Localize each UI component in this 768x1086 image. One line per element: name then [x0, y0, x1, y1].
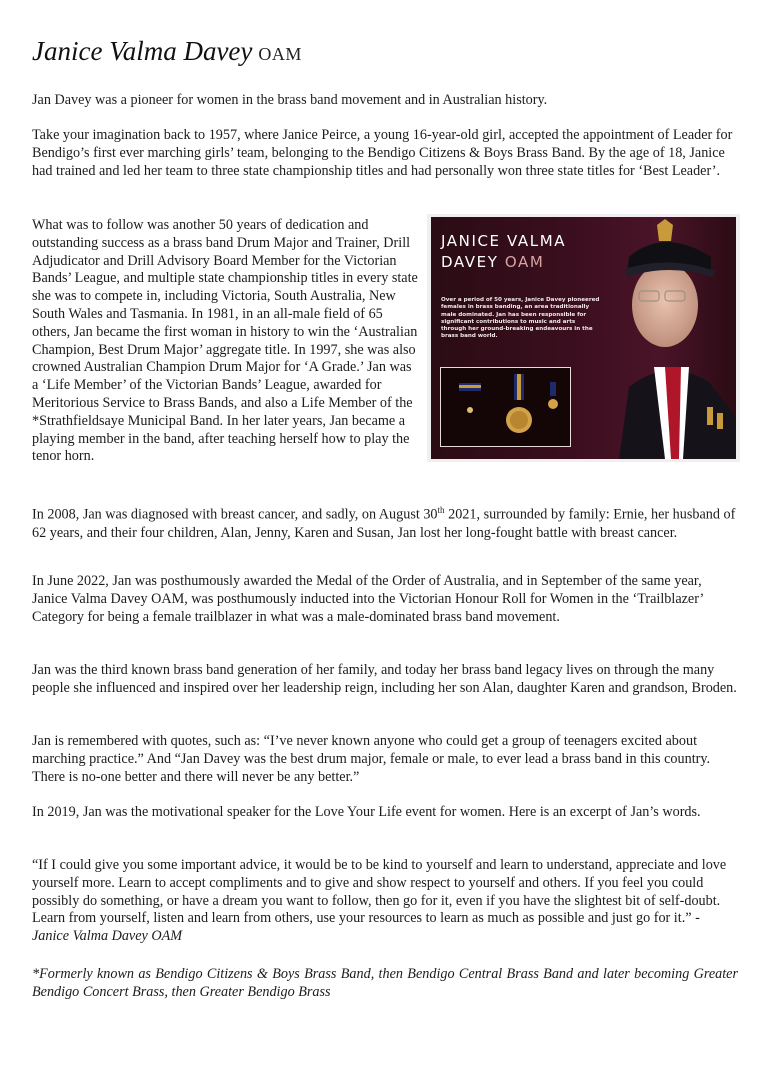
feature-title-line1: JANICE VALMA [441, 232, 567, 250]
paragraph-speaker: In 2019, Jan was the motivational speaker for the Love Your Life event for women. Here is an excerpt of Jan’s words. [32, 804, 701, 820]
paragraph-1957: Take your imagination back to 1957, where Janice Peirce, a young 16-year-old girl, accepted the appointment of Leader for Bendigo’s first ever marching girls’ team, belonging to the Bendigo Citizens & Boys Brass Band. By the age of 18, Janice had trained and led her team to three state championship titles and had personally won three state titles for ‘Best Leader’. [32, 127, 733, 179]
page-title [32, 36, 302, 67]
advice-attribution: - Janice Valma Davey OAM [32, 910, 700, 945]
cancer-text-before: In 2008, Jan was diagnosed with breast cancer, and sadly, on August 30 [32, 506, 438, 523]
footnote: *Formerly known as Bendigo Citizens & Boys Brass Band, then Bendigo Central Brass Band and later becoming Greater Bendigo Concert Brass, then Greater Bendigo Brass [32, 966, 738, 1000]
paragraph-cancer [32, 502, 738, 542]
cancer-sup: th [437, 505, 445, 515]
medals-photo [440, 367, 571, 447]
feature-image [427, 214, 740, 462]
advice-text: “If I could give you some important advice, it would be to be kind to yourself and learn to understand, appreciate and love yourself more. Learn to accept compliments and to give and show respect to yourself and others. If you feel you could possibly do something, or have a dream you want to follow, then go for it, even if you have the slightest bit of self-doubt. Learn from yourself, listen and learn from others, use your resources to learn as much as possible and just go for it.” [32, 857, 727, 927]
title-name: Janice Valma Davey [32, 36, 253, 66]
paragraph-quotes: Jan is remembered with quotes, such as: “I’ve never known anyone who could get a group of teenagers excited about marching practice.” And “Jan Davey was the best drum major, female or male, to ever lead a brass band in this country. There is no-one better and there will never be any better.” [32, 733, 711, 785]
paragraph-award: In June 2022, Jan was posthumously awarded the Medal of the Order of Australia, and in September of the same year, Janice Valma Davey OAM, was posthumously inducted into the Victorian Honour Roll for Women in the ‘Trailblazer’ Category for being a female trailblazer in what was a male-dominated brass band movement. [32, 573, 704, 625]
cancer-text-after: 2021, surrounded by family: Ernie, her husband of 62 years, and their four children, Alan, Jenny, Karen and Susan, Jan lost her long-fought battle with breast cancer. [32, 506, 736, 541]
paragraph-career: What was to follow was another 50 years of dedication and outstanding success as a brass band Drum Major and Trainer, Drill Adjudicator and Drill Advisory Board Member for the Victorian Bands’ League, and multiple state championship titles in every state she was to compete in, including Victoria, South Australia, New South Wales and Tasmania. In 1981, in an all-male field of 65 others, Jan became the first woman in history to win the ‘Australian Champion, Best Drum Major’ aggregate title. In 1997, she was also crowned Australian Champion Drum Major for ‘A Grade.’ Jan was a ‘Life Member’ of the Victorian Bands’ League, awarded for Meritorious Service to Brass Bands, and also a Life Member of the *Strathfieldsaye Municipal Band. In her later years, Jan became a playing member in the band, after teaching herself how to play the tenor horn. [32, 217, 418, 465]
medals-icon [441, 368, 570, 446]
feature-caption: Over a period of 50 years, Janice Davey pioneered females in brass banding, an area traditionally male dominated. Jan has been responsible for significant contributions to music and arts through her ground-breaking endeavours in the brass band world. [441, 297, 600, 340]
portrait-photo [599, 217, 736, 459]
paragraph-advice [32, 857, 738, 946]
paragraph-intro: Jan Davey was a pioneer for women in the brass band movement and in Australian history. [32, 92, 548, 108]
feature-title-oam: OAM [504, 253, 545, 271]
portrait-icon [599, 217, 736, 459]
title-post-nominal: OAM [258, 44, 302, 64]
paragraph-legacy: Jan was the third known brass band generation of her family, and today her brass band legacy lives on through the many people she influenced and inspired over her leadership reign, including her son Alan, daughter Karen and grandson, Broden. [32, 662, 737, 696]
feature-title-line2: DAVEY [441, 253, 499, 271]
feature-panel [431, 217, 736, 459]
